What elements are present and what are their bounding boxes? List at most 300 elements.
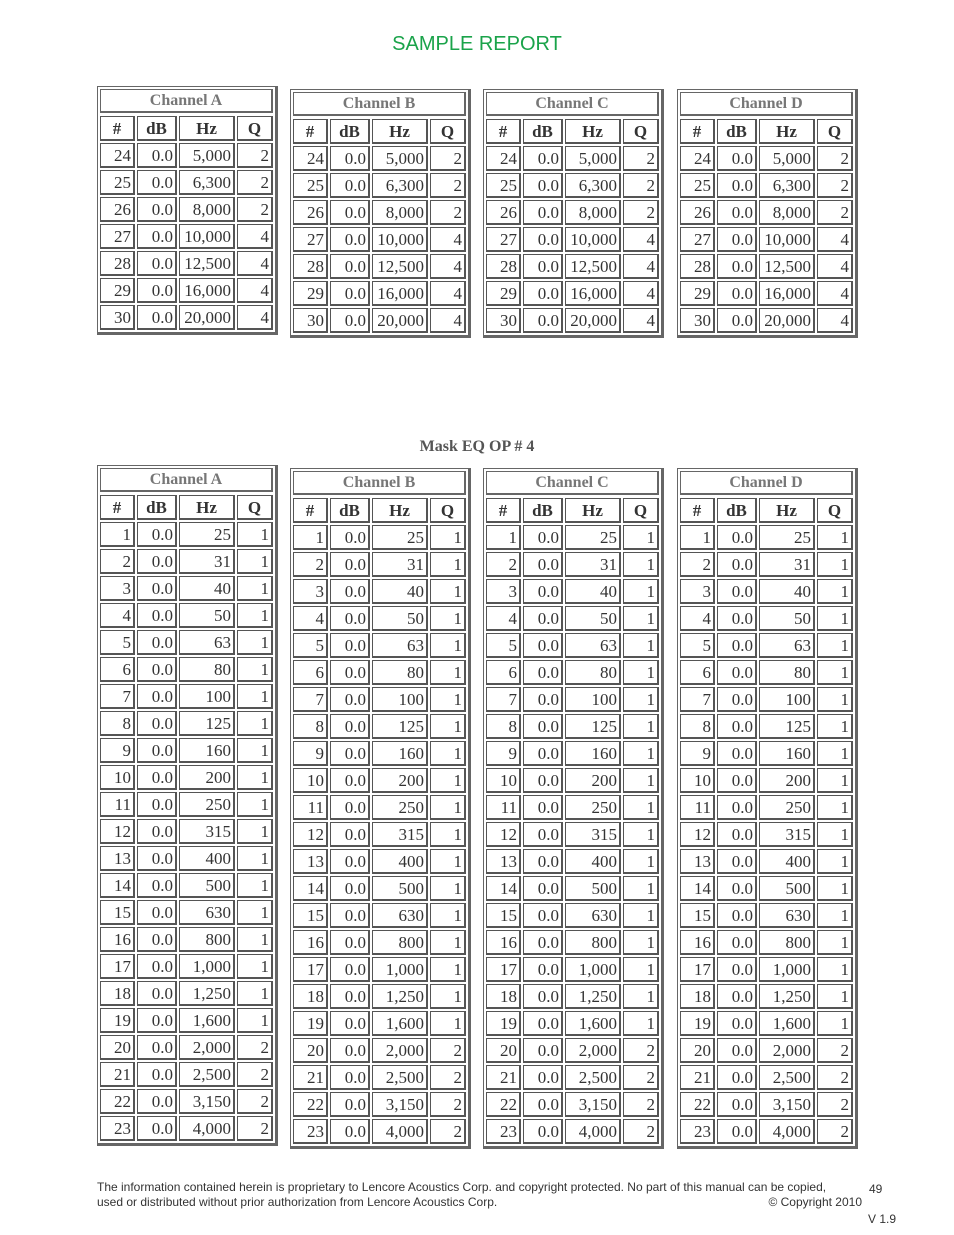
table-row <box>485 821 660 848</box>
table-row <box>292 551 467 578</box>
table-row <box>679 524 854 551</box>
table-cell: 2 <box>237 1035 273 1060</box>
table-row <box>679 848 854 875</box>
table-cell: 9 <box>486 741 521 766</box>
table-cell: 1 <box>237 765 273 790</box>
table-cell: 1 <box>623 984 659 1009</box>
table-row <box>679 253 854 280</box>
table-cell: 4 <box>237 278 273 303</box>
table-cell: 1 <box>430 552 466 577</box>
table-cell: 0.0 <box>717 930 757 955</box>
table-cell: 1 <box>817 930 853 955</box>
table-cell: 2,000 <box>372 1038 428 1063</box>
table-cell: 6 <box>100 657 135 682</box>
table-cell: 800 <box>759 930 815 955</box>
table-cell: 0.0 <box>717 714 757 739</box>
table-cell: 0.0 <box>523 1065 563 1090</box>
table-cell: 13 <box>486 849 521 874</box>
table-cell: 160 <box>759 741 815 766</box>
table-cell: 0.0 <box>330 714 370 739</box>
table-cell: 1 <box>430 687 466 712</box>
column-header-row <box>485 118 660 145</box>
table-cell: 0.0 <box>523 1119 563 1144</box>
table-cell: 1 <box>237 549 273 574</box>
table-cell: 9 <box>293 741 328 766</box>
table-cell: 1,000 <box>179 954 235 979</box>
table-cell: 1 <box>817 741 853 766</box>
table-row <box>679 875 854 902</box>
table-cell: 27 <box>100 224 135 249</box>
table-cell: 4 <box>623 227 659 252</box>
table-cell: 0.0 <box>330 552 370 577</box>
table-cell: 16,000 <box>565 281 621 306</box>
column-header: Q <box>817 498 853 523</box>
table-cell: 0.0 <box>523 579 563 604</box>
table-cell: 0.0 <box>137 873 177 898</box>
table-cell: 5 <box>680 633 715 658</box>
table-row <box>292 226 467 253</box>
table-cell: 50 <box>179 603 235 628</box>
table-cell: 19 <box>100 1008 135 1033</box>
eq-table-top_tables-0 <box>97 86 278 335</box>
table-cell: 8,000 <box>179 197 235 222</box>
table-cell: 500 <box>372 876 428 901</box>
table-row <box>485 632 660 659</box>
table-row <box>292 902 467 929</box>
table-cell: 6,300 <box>565 173 621 198</box>
table-cell: 1 <box>430 714 466 739</box>
table-cell: 3,150 <box>179 1089 235 1114</box>
table-cell: 1 <box>430 849 466 874</box>
table-cell: 0.0 <box>137 224 177 249</box>
column-header-row <box>292 118 467 145</box>
column-header-row <box>99 115 274 142</box>
table-cell: 160 <box>179 738 235 763</box>
table-cell: 0.0 <box>717 849 757 874</box>
table-cell: 4 <box>817 281 853 306</box>
table-cell: 50 <box>372 606 428 631</box>
table-cell: 2 <box>486 552 521 577</box>
table-cell: 315 <box>179 819 235 844</box>
column-header: Q <box>237 116 273 141</box>
table-cell: 0.0 <box>137 278 177 303</box>
table-cell: 2 <box>680 552 715 577</box>
column-header: # <box>100 116 135 141</box>
column-header: Q <box>623 498 659 523</box>
table-cell: 0.0 <box>137 197 177 222</box>
column-header: dB <box>523 498 563 523</box>
table-cell: 0.0 <box>137 657 177 682</box>
column-header: # <box>293 119 328 144</box>
table-cell: 1,600 <box>759 1011 815 1036</box>
table-cell: 0.0 <box>330 957 370 982</box>
table-row <box>485 253 660 280</box>
table-cell: 1,250 <box>179 981 235 1006</box>
table-cell: 3,150 <box>565 1092 621 1117</box>
table-cell: 4 <box>100 603 135 628</box>
table-cell: 30 <box>680 308 715 333</box>
table-cell: 25 <box>372 525 428 550</box>
table-cell: 4 <box>680 606 715 631</box>
table-cell: 7 <box>100 684 135 709</box>
table-cell: 0.0 <box>330 741 370 766</box>
table-cell: 3,150 <box>372 1092 428 1117</box>
table-cell: 0.0 <box>523 660 563 685</box>
table-cell: 63 <box>565 633 621 658</box>
table-cell: 2 <box>623 1092 659 1117</box>
table-cell: 12 <box>680 822 715 847</box>
table-row <box>679 740 854 767</box>
table-cell: 0.0 <box>717 903 757 928</box>
table-cell: 1 <box>430 930 466 955</box>
table-cell: 40 <box>565 579 621 604</box>
table-row <box>679 821 854 848</box>
table-cell: 2 <box>237 170 273 195</box>
table-cell: 2 <box>817 1092 853 1117</box>
table-cell: 15 <box>486 903 521 928</box>
table-row <box>292 578 467 605</box>
table-row <box>679 1010 854 1037</box>
eq-table-top_tables-1 <box>290 89 471 338</box>
table-cell: 630 <box>372 903 428 928</box>
table-cell: 1 <box>430 633 466 658</box>
table-cell: 29 <box>486 281 521 306</box>
table-cell: 4 <box>623 254 659 279</box>
table-cell: 0.0 <box>137 846 177 871</box>
table-cell: 4 <box>293 606 328 631</box>
table-cell: 4,000 <box>565 1119 621 1144</box>
table-row <box>99 196 274 223</box>
table-row <box>99 737 274 764</box>
table-cell: 0.0 <box>330 1092 370 1117</box>
table-cell: 315 <box>565 822 621 847</box>
table-cell: 0.0 <box>717 1011 757 1036</box>
table-cell: 0.0 <box>137 954 177 979</box>
table-cell: 1 <box>817 660 853 685</box>
table-cell: 4 <box>486 606 521 631</box>
table-cell: 0.0 <box>523 849 563 874</box>
version-label: V 1.9 <box>868 1212 897 1226</box>
table-cell: 1 <box>623 930 659 955</box>
table-cell: 2,500 <box>179 1062 235 1087</box>
table-cell: 15 <box>100 900 135 925</box>
table-cell: 8,000 <box>565 200 621 225</box>
channel-header: Channel C <box>486 92 659 116</box>
table-cell: 21 <box>293 1065 328 1090</box>
table-cell: 28 <box>100 251 135 276</box>
table-row <box>485 1010 660 1037</box>
table-row <box>99 277 274 304</box>
table-cell: 13 <box>100 846 135 871</box>
table-cell: 0.0 <box>137 251 177 276</box>
table-row <box>485 1064 660 1091</box>
table-cell: 22 <box>100 1089 135 1114</box>
table-cell: 1 <box>623 525 659 550</box>
table-row <box>292 199 467 226</box>
table-cell: 0.0 <box>717 633 757 658</box>
table-cell: 26 <box>100 197 135 222</box>
table-cell: 1 <box>623 552 659 577</box>
table-row <box>679 632 854 659</box>
table-row <box>99 1007 274 1034</box>
table-row <box>485 226 660 253</box>
table-cell: 2 <box>293 552 328 577</box>
table-row <box>99 791 274 818</box>
table-cell: 16,000 <box>759 281 815 306</box>
table-cell: 2 <box>430 173 466 198</box>
table-cell: 4,000 <box>372 1119 428 1144</box>
table-cell: 11 <box>486 795 521 820</box>
column-header: # <box>680 498 715 523</box>
table-cell: 3,150 <box>759 1092 815 1117</box>
table-cell: 1 <box>817 984 853 1009</box>
table-row <box>99 683 274 710</box>
table-cell: 6,300 <box>372 173 428 198</box>
table-cell: 24 <box>486 146 521 171</box>
table-cell: 9 <box>680 741 715 766</box>
table-cell: 10,000 <box>759 227 815 252</box>
table-cell: 400 <box>179 846 235 871</box>
table-cell: 1 <box>293 525 328 550</box>
table-cell: 11 <box>293 795 328 820</box>
table-cell: 5,000 <box>179 143 235 168</box>
channel-header: Channel B <box>293 92 466 116</box>
table-cell: 29 <box>680 281 715 306</box>
table-cell: 25 <box>565 525 621 550</box>
column-header: # <box>680 119 715 144</box>
table-cell: 22 <box>680 1092 715 1117</box>
column-header: dB <box>137 495 177 520</box>
column-header: Q <box>623 119 659 144</box>
table-row <box>485 902 660 929</box>
table-row <box>485 578 660 605</box>
table-cell: 0.0 <box>137 170 177 195</box>
table-cell: 0.0 <box>523 822 563 847</box>
table-cell: 7 <box>293 687 328 712</box>
table-row <box>485 1091 660 1118</box>
channel-header: Channel D <box>680 92 853 116</box>
table-cell: 0.0 <box>717 281 757 306</box>
table-cell: 0.0 <box>137 1008 177 1033</box>
table-cell: 28 <box>293 254 328 279</box>
table-cell: 0.0 <box>137 765 177 790</box>
table-cell: 5,000 <box>372 146 428 171</box>
table-row <box>99 818 274 845</box>
table-cell: 1 <box>430 741 466 766</box>
table-cell: 25 <box>486 173 521 198</box>
table-cell: 0.0 <box>330 200 370 225</box>
table-cell: 1 <box>817 876 853 901</box>
table-cell: 25 <box>179 522 235 547</box>
table-cell: 0.0 <box>717 1065 757 1090</box>
table-cell: 9 <box>100 738 135 763</box>
channel-header: Channel C <box>486 471 659 495</box>
table-cell: 28 <box>680 254 715 279</box>
table-cell: 1,000 <box>759 957 815 982</box>
table-cell: 0.0 <box>137 819 177 844</box>
table-cell: 63 <box>179 630 235 655</box>
table-row <box>485 524 660 551</box>
table-row <box>99 602 274 629</box>
table-cell: 4 <box>623 308 659 333</box>
table-cell: 0.0 <box>523 1092 563 1117</box>
table-cell: 0.0 <box>137 522 177 547</box>
table-cell: 1 <box>430 768 466 793</box>
table-cell: 8,000 <box>372 200 428 225</box>
table-cell: 12,500 <box>759 254 815 279</box>
table-cell: 0.0 <box>523 281 563 306</box>
table-cell: 0.0 <box>137 684 177 709</box>
table-cell: 25 <box>293 173 328 198</box>
column-header: # <box>100 495 135 520</box>
table-row <box>292 821 467 848</box>
table-cell: 500 <box>179 873 235 898</box>
table-cell: 0.0 <box>330 687 370 712</box>
table-cell: 0.0 <box>717 146 757 171</box>
table-cell: 1 <box>623 849 659 874</box>
table-cell: 4,000 <box>179 1116 235 1141</box>
table-cell: 30 <box>293 308 328 333</box>
table-row <box>292 524 467 551</box>
table-cell: 0.0 <box>330 525 370 550</box>
table-cell: 2 <box>623 1119 659 1144</box>
table-row <box>99 223 274 250</box>
table-cell: 80 <box>372 660 428 685</box>
table-row <box>292 659 467 686</box>
table-cell: 1 <box>237 792 273 817</box>
table-row <box>292 713 467 740</box>
table-cell: 1 <box>817 822 853 847</box>
table-cell: 20,000 <box>179 305 235 330</box>
table-row <box>679 551 854 578</box>
table-cell: 6,300 <box>179 170 235 195</box>
table-cell: 250 <box>372 795 428 820</box>
table-cell: 26 <box>680 200 715 225</box>
table-cell: 0.0 <box>717 984 757 1009</box>
table-row <box>679 983 854 1010</box>
table-cell: 13 <box>293 849 328 874</box>
table-row <box>485 605 660 632</box>
table-cell: 50 <box>759 606 815 631</box>
table-row <box>292 307 467 334</box>
table-cell: 0.0 <box>330 606 370 631</box>
column-header-row <box>485 497 660 524</box>
table-cell: 25 <box>100 170 135 195</box>
table-row <box>485 929 660 956</box>
table-cell: 25 <box>759 525 815 550</box>
table-cell: 4,000 <box>759 1119 815 1144</box>
table-cell: 4 <box>237 224 273 249</box>
table-cell: 1 <box>237 927 273 952</box>
table-cell: 5,000 <box>565 146 621 171</box>
table-cell: 28 <box>486 254 521 279</box>
table-cell: 15 <box>680 903 715 928</box>
table-cell: 0.0 <box>523 308 563 333</box>
table-cell: 2 <box>817 146 853 171</box>
table-cell: 800 <box>179 927 235 952</box>
table-cell: 1,600 <box>372 1011 428 1036</box>
table-row <box>679 659 854 686</box>
table-cell: 12,500 <box>372 254 428 279</box>
table-row <box>485 172 660 199</box>
table-cell: 5 <box>293 633 328 658</box>
table-row <box>679 902 854 929</box>
table-cell: 0.0 <box>523 687 563 712</box>
table-row <box>292 848 467 875</box>
table-cell: 17 <box>486 957 521 982</box>
table-cell: 31 <box>565 552 621 577</box>
table-cell: 27 <box>486 227 521 252</box>
table-row <box>679 280 854 307</box>
table-cell: 10 <box>293 768 328 793</box>
table-cell: 0.0 <box>717 795 757 820</box>
table-cell: 18 <box>680 984 715 1009</box>
table-cell: 160 <box>565 741 621 766</box>
table-cell: 18 <box>293 984 328 1009</box>
table-row <box>292 172 467 199</box>
table-cell: 0.0 <box>717 741 757 766</box>
table-cell: 19 <box>293 1011 328 1036</box>
table-cell: 200 <box>372 768 428 793</box>
table-cell: 0.0 <box>717 660 757 685</box>
table-cell: 0.0 <box>330 227 370 252</box>
table-cell: 0.0 <box>137 900 177 925</box>
table-cell: 17 <box>293 957 328 982</box>
table-cell: 23 <box>293 1119 328 1144</box>
table-cell: 2,000 <box>759 1038 815 1063</box>
table-cell: 2 <box>237 143 273 168</box>
table-row <box>485 740 660 767</box>
table-cell: 16,000 <box>179 278 235 303</box>
table-cell: 0.0 <box>717 957 757 982</box>
table-cell: 0.0 <box>523 254 563 279</box>
table-row <box>485 686 660 713</box>
table-row <box>679 686 854 713</box>
table-cell: 400 <box>372 849 428 874</box>
table-cell: 30 <box>100 305 135 330</box>
table-row <box>679 956 854 983</box>
table-cell: 125 <box>759 714 815 739</box>
table-cell: 0.0 <box>523 741 563 766</box>
table-cell: 6,300 <box>759 173 815 198</box>
table-cell: 0.0 <box>717 552 757 577</box>
table-cell: 1 <box>817 795 853 820</box>
table-row <box>99 899 274 926</box>
table-row <box>292 1010 467 1037</box>
table-cell: 18 <box>100 981 135 1006</box>
table-cell: 17 <box>100 954 135 979</box>
table-cell: 2,000 <box>179 1035 235 1060</box>
eq-table-bottom_tables-3 <box>677 468 858 1149</box>
table-cell: 0.0 <box>330 822 370 847</box>
table-cell: 16 <box>680 930 715 955</box>
table-cell: 16 <box>486 930 521 955</box>
table-cell: 1 <box>237 954 273 979</box>
table-row <box>99 953 274 980</box>
table-cell: 8 <box>680 714 715 739</box>
table-cell: 4 <box>237 251 273 276</box>
table-cell: 2 <box>623 146 659 171</box>
table-cell: 0.0 <box>330 1065 370 1090</box>
footer-line-1: The information contained herein is proprietary to Lencore Acoustics Corp. and copyright protected. No part of this manual can be copied, <box>97 1180 827 1194</box>
table-row <box>292 1118 467 1145</box>
table-cell: 1 <box>817 606 853 631</box>
table-cell: 8 <box>293 714 328 739</box>
table-cell: 0.0 <box>137 1116 177 1141</box>
table-row <box>99 710 274 737</box>
table-cell: 27 <box>293 227 328 252</box>
table-cell: 2 <box>237 1062 273 1087</box>
